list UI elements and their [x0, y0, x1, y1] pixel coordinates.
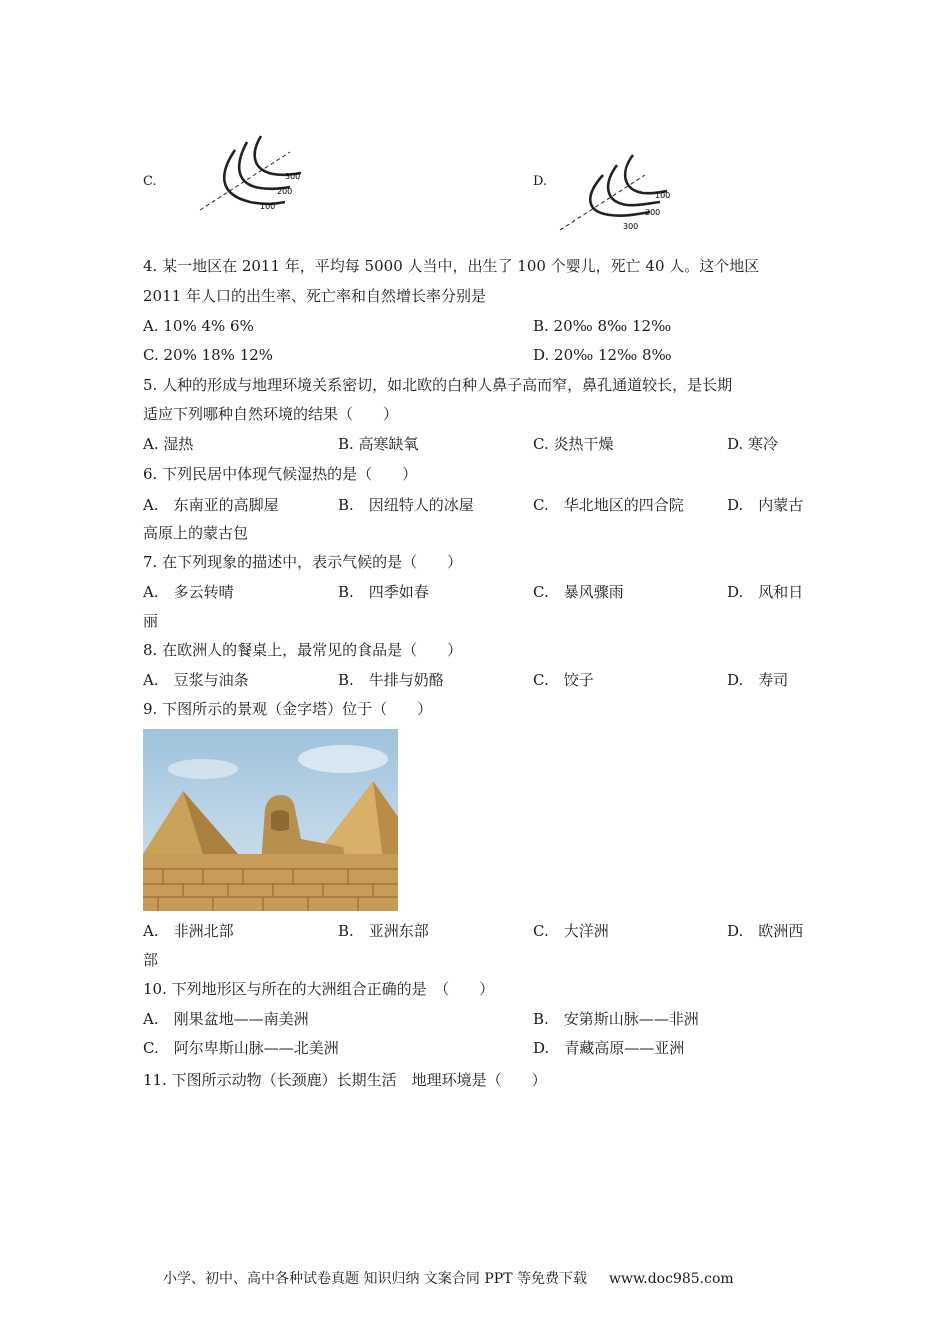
q8-stem: 8. 在欧洲人的餐桌上，最常见的食品是（ ）: [143, 641, 463, 659]
q6-stem: 6. 下列民居中体现气候湿热的是（ ）: [143, 465, 418, 483]
q7-option-d-wrap: 丽: [143, 612, 159, 630]
q5-option-a[interactable]: A. 湿热: [143, 435, 194, 453]
q5-stem-line1: 5. 人种的形成与地理环境关系密切，如北欧的白种人鼻子高而窄，鼻孔通道较长，是长期: [143, 376, 733, 394]
contour-diagram-d: [555, 150, 685, 235]
q4-stem-line2: 2011 年人口的出生率、死亡率和自然增长率分别是: [143, 287, 486, 305]
page-footer: [163, 1268, 734, 1288]
q9-option-c[interactable]: C. 大洋洲: [533, 922, 609, 940]
q4-option-b[interactable]: B. 20‰ 8‰ 12‰: [533, 317, 672, 335]
contour-c-label-2: 200: [277, 187, 293, 196]
q4-stem-line1: 4. 某一地区在 2011 年，平均每 5000 人当中，出生了 100 个婴儿，死亡 40 人。这个地区: [143, 257, 760, 275]
q6-option-c[interactable]: C. 华北地区的四合院: [533, 496, 684, 514]
q10-option-c[interactable]: C. 阿尔卑斯山脉——北美洲: [143, 1039, 339, 1057]
contour-c-label-1: 300: [285, 172, 301, 181]
footer-text: 小学、初中、高中各种试卷真题 知识归纳 文案合同 PPT 等免费下载: [163, 1271, 587, 1287]
contour-c-label-3: 100: [260, 202, 276, 211]
option-c-label: C.: [143, 174, 157, 189]
q6-option-d[interactable]: D. 内蒙古: [727, 496, 804, 514]
q9-option-a[interactable]: A. 非洲北部: [143, 922, 234, 940]
q9-option-d-wrap: 部: [143, 951, 159, 969]
q4-option-c[interactable]: C. 20% 18% 12%: [143, 346, 274, 364]
q7-option-d[interactable]: D. 风和日: [727, 583, 804, 601]
q5-option-c[interactable]: C. 炎热干燥: [533, 435, 614, 453]
pyramid-photo: [143, 729, 398, 911]
q10-option-d[interactable]: D. 青藏高原——亚洲: [533, 1039, 685, 1057]
q11-stem: 11. 下图所示动物（长颈鹿）长期生活 地理环境是（ ）: [143, 1071, 547, 1089]
q10-option-a[interactable]: A. 刚果盆地——南美洲: [143, 1010, 309, 1028]
q8-option-d[interactable]: D. 寿司: [727, 671, 789, 689]
q4-option-d[interactable]: D. 20‰ 12‰ 8‰: [533, 346, 672, 364]
q6-option-a[interactable]: A. 东南亚的高脚屋: [143, 496, 279, 514]
q5-option-b[interactable]: B. 高寒缺氧: [338, 435, 419, 453]
q9-option-d[interactable]: D. 欧洲西: [727, 922, 804, 940]
contour-d-label-1: 100: [655, 191, 671, 200]
q8-option-b[interactable]: B. 牛排与奶酪: [338, 671, 444, 689]
footer-url[interactable]: www.doc985.com: [608, 1271, 734, 1287]
q7-option-a[interactable]: A. 多云转晴: [143, 583, 234, 601]
q5-option-d[interactable]: D. 寒冷: [727, 435, 779, 453]
contour-d-label-2: 200: [645, 208, 661, 217]
option-d-label: D.: [533, 174, 548, 189]
q7-stem: 7. 在下列现象的描述中，表示气候的是（ ）: [143, 553, 463, 571]
contour-d-label-3: 300: [623, 222, 639, 231]
contour-diagram-c: [195, 132, 315, 217]
q7-option-c[interactable]: C. 暴风骤雨: [533, 583, 624, 601]
q4-option-a[interactable]: A. 10% 4% 6%: [143, 317, 254, 335]
q9-stem: 9. 下图所示的景观（金字塔）位于（ ）: [143, 700, 433, 718]
q5-stem-line2: 适应下列哪种自然环境的结果（ ）: [143, 405, 399, 423]
q10-stem: 10. 下列地形区与所在的大洲组合正确的是 （ ）: [143, 980, 495, 998]
q8-option-c[interactable]: C. 饺子: [533, 671, 594, 689]
q9-option-b[interactable]: B. 亚洲东部: [338, 922, 429, 940]
q7-option-b[interactable]: B. 四季如春: [338, 583, 429, 601]
q10-option-b[interactable]: B. 安第斯山脉——非洲: [533, 1010, 699, 1028]
q6-option-d-wrap: 高原上的蒙古包: [143, 524, 249, 542]
q6-option-b[interactable]: B. 因纽特人的冰屋: [338, 496, 474, 514]
q8-option-a[interactable]: A. 豆浆与油条: [143, 671, 249, 689]
